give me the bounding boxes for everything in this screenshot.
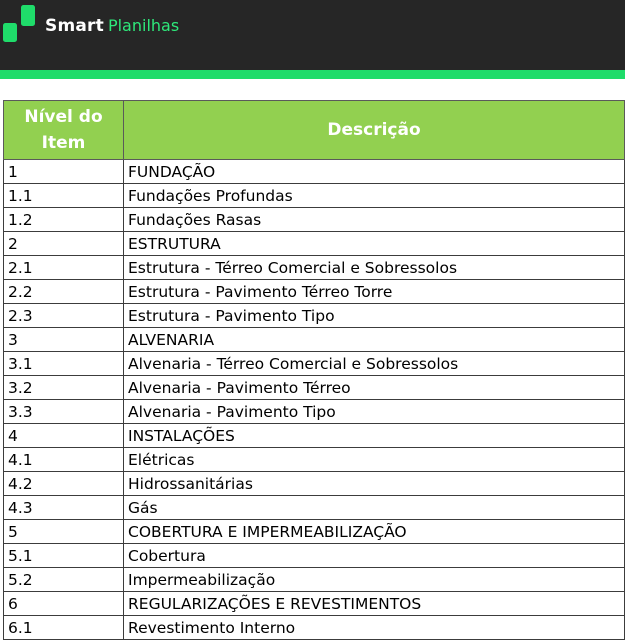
cell-item-description[interactable]: Estrutura - Térreo Comercial e Sobressolos [124, 256, 625, 280]
cell-item-description[interactable]: Alvenaria - Pavimento Térreo [124, 376, 625, 400]
cell-item-level[interactable]: 2.2 [4, 280, 124, 304]
cell-item-level[interactable]: 3.2 [4, 376, 124, 400]
smart-planilhas-logo-icon [3, 4, 39, 44]
cell-item-level[interactable]: 3.3 [4, 400, 124, 424]
cell-item-level[interactable]: 5 [4, 520, 124, 544]
cell-item-description[interactable]: COBERTURA E IMPERMEABILIZAÇÃO [124, 520, 625, 544]
cell-item-level[interactable]: 6.1 [4, 616, 124, 640]
table-row [4, 184, 625, 208]
cell-item-level[interactable]: 3.1 [4, 352, 124, 376]
cell-item-description[interactable]: INSTALAÇÕES [124, 424, 625, 448]
table-row [4, 448, 625, 472]
brand-name-light: Planilhas [107, 16, 180, 35]
table-row [4, 400, 625, 424]
column-header-description[interactable]: Descrição [124, 101, 625, 160]
header-accent-line [0, 70, 625, 79]
table-row [4, 304, 625, 328]
cell-item-description[interactable]: Estrutura - Pavimento Tipo [124, 304, 625, 328]
cell-item-description[interactable]: ALVENARIA [124, 328, 625, 352]
cell-item-level[interactable]: 3 [4, 328, 124, 352]
table-row [4, 568, 625, 592]
table-row [4, 472, 625, 496]
table-row [4, 544, 625, 568]
cell-item-description[interactable]: REGULARIZAÇÕES E REVESTIMENTOS [124, 592, 625, 616]
cell-item-level[interactable]: 4.1 [4, 448, 124, 472]
brand-name-strong: Smart [45, 16, 104, 36]
cell-item-level[interactable]: 5.1 [4, 544, 124, 568]
cell-item-description[interactable]: Alvenaria - Térreo Comercial e Sobressolos [124, 352, 625, 376]
cell-item-description[interactable]: Hidrossanitárias [124, 472, 625, 496]
table-row [4, 280, 625, 304]
cell-item-level[interactable]: 1 [4, 160, 124, 184]
cell-item-description[interactable]: Fundações Profundas [124, 184, 625, 208]
cell-item-level[interactable]: 1.2 [4, 208, 124, 232]
table-row [4, 352, 625, 376]
table-row [4, 424, 625, 448]
column-header-level-line2: Item [41, 133, 86, 153]
brand-name [45, 13, 179, 39]
table-row [4, 328, 625, 352]
table-row [4, 616, 625, 640]
cell-item-level[interactable]: 6 [4, 592, 124, 616]
cell-item-description[interactable]: Cobertura [124, 544, 625, 568]
top-header-bar [0, 0, 625, 70]
table-row [4, 208, 625, 232]
table-row [4, 592, 625, 616]
cell-item-level[interactable]: 4 [4, 424, 124, 448]
table-row [4, 256, 625, 280]
cell-item-description[interactable]: Estrutura - Pavimento Térreo Torre [124, 280, 625, 304]
cell-item-level[interactable]: 1.1 [4, 184, 124, 208]
cell-item-description[interactable]: Revestimento Interno [124, 616, 625, 640]
cell-item-description[interactable]: Impermeabilização [124, 568, 625, 592]
cell-item-description[interactable]: Elétricas [124, 448, 625, 472]
cell-item-description[interactable]: FUNDAÇÃO [124, 160, 625, 184]
cell-item-level[interactable]: 5.2 [4, 568, 124, 592]
cell-item-level[interactable]: 4.2 [4, 472, 124, 496]
spreadsheet-table [3, 100, 625, 640]
cell-item-description[interactable]: ESTRUTURA [124, 232, 625, 256]
cell-item-description[interactable]: Fundações Rasas [124, 208, 625, 232]
cell-item-level[interactable]: 2 [4, 232, 124, 256]
table-row [4, 376, 625, 400]
table-row [4, 520, 625, 544]
column-header-level[interactable] [4, 101, 124, 160]
table-row [4, 160, 625, 184]
table-row [4, 496, 625, 520]
column-header-level-line1: Nível do [24, 107, 103, 127]
table-header-row [4, 101, 625, 160]
cell-item-level[interactable]: 4.3 [4, 496, 124, 520]
table-row [4, 232, 625, 256]
cell-item-level[interactable]: 2.3 [4, 304, 124, 328]
cell-item-level[interactable]: 2.1 [4, 256, 124, 280]
cell-item-description[interactable]: Gás [124, 496, 625, 520]
cell-item-description[interactable]: Alvenaria - Pavimento Tipo [124, 400, 625, 424]
